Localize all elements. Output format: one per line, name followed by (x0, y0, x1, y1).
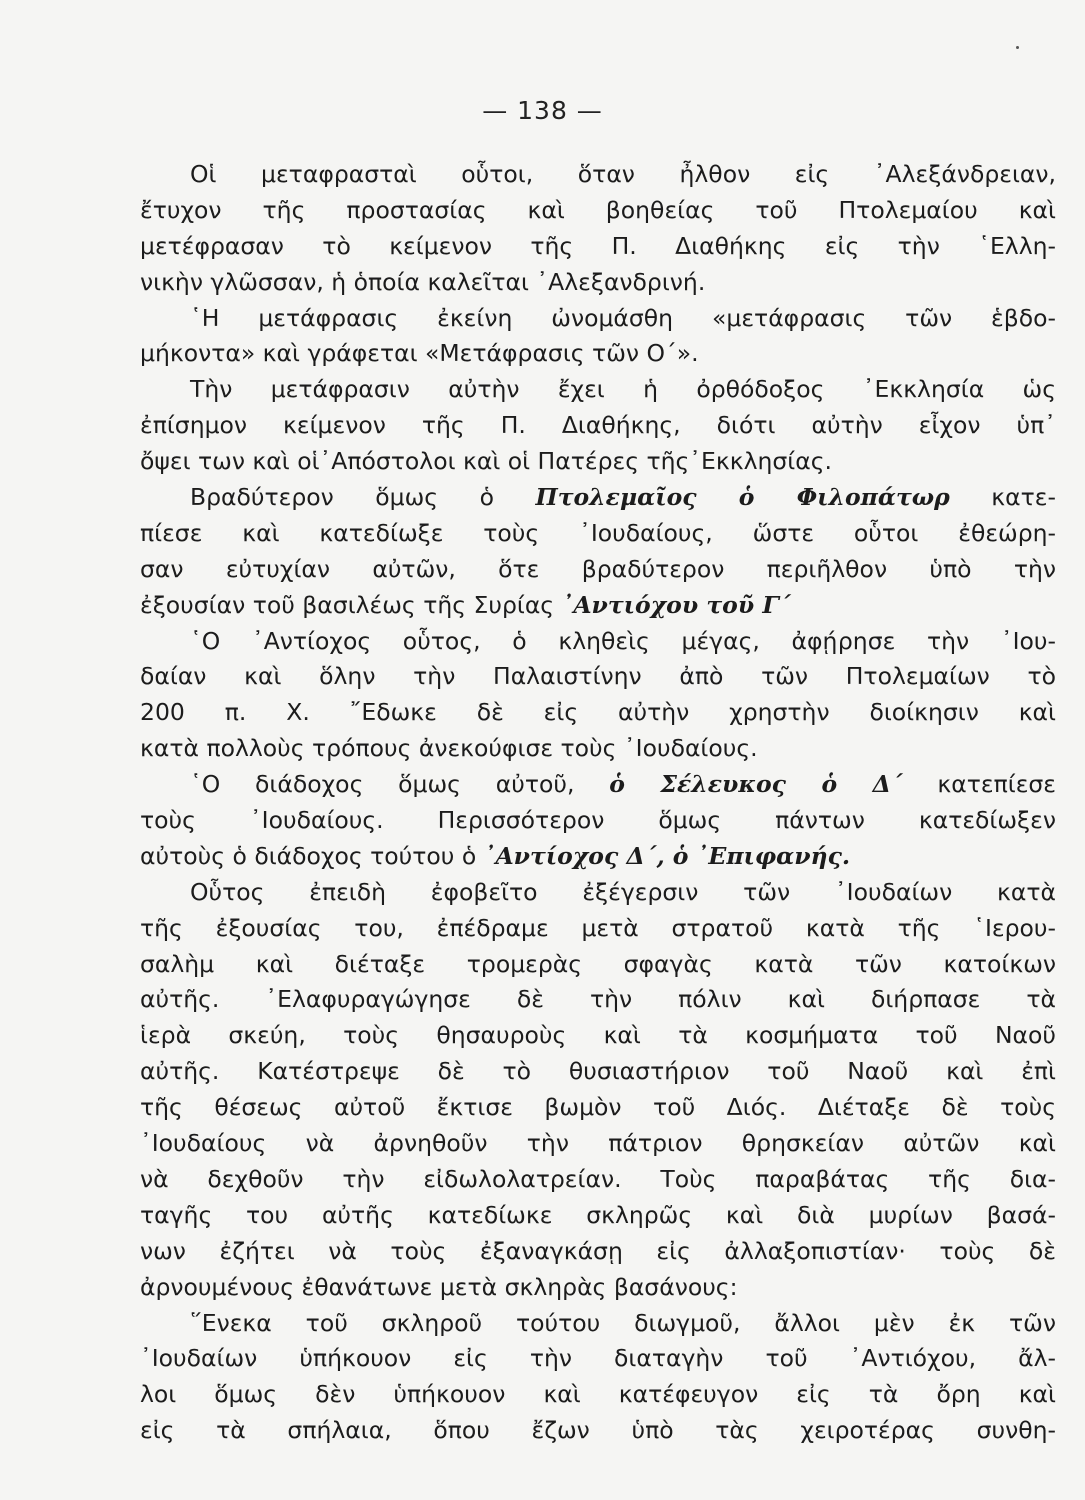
text-run: σαν εὐτυχίαν αὐτῶν, ὅτε βραδύτερον περιῆλθον ὑπὸ τὴν (140, 554, 1056, 583)
emphasized-name: ᾽Αντιόχου τοῦ Γ΄ (561, 590, 791, 619)
text-run: κατὰ πολλοὺς τρόπους ἀνεκούφισε τοὺς ᾽Ιουδαίους. (140, 734, 758, 763)
text-line (140, 731, 1056, 767)
text-run: εἰς τὰ σπήλαια, ὅπου ἔζων ὑπὸ τὰς χειροτέρας συνθη- (140, 1416, 1056, 1445)
text-run: Τὴν μετάφρασιν αὐτὴν ἔχει ἡ ὀρθόδοξος ᾽Εκκλησία ὡς (190, 375, 1056, 404)
text-line (140, 516, 1056, 552)
text-line (140, 839, 1056, 875)
text-line (140, 157, 1056, 193)
text-run: νων ἐζήτει νὰ τοὺς ἐξαναγκάσῃ εἰς ἀλλαξοπιστίαν· τοὺς δὲ (140, 1236, 1056, 1265)
text-line (140, 875, 1056, 911)
text-run: δαίαν καὶ ὅλην τὴν Παλαιστίνην ἀπὸ τῶν Πτολεμαίων τὸ (140, 662, 1056, 691)
text-run: ᾽Ιουδαίων ὑπήκουον εἰς τὴν διαταγὴν τοῦ ᾽Αντιόχου, ἄλ- (140, 1344, 1056, 1373)
text-run: Βραδύτερον ὅμως ὁ (190, 483, 536, 512)
text-run: αὐτοὺς ὁ διάδοχος τούτου ὁ (140, 841, 484, 870)
text-line (140, 1270, 1056, 1306)
text-line (140, 803, 1056, 839)
text-run: ἀρνουμένους ἐθανάτωνε μετὰ σκληρὰς βασάνους: (140, 1272, 738, 1301)
text-line (140, 552, 1056, 588)
text-line (140, 1413, 1056, 1449)
text-line (140, 695, 1056, 731)
text-line (140, 193, 1056, 229)
text-run: ῾Ο διάδοχος ὅμως αὐτοῦ, (190, 770, 610, 799)
text-run: πίεσε καὶ κατεδίωξε τοὺς ᾽Ιουδαίους, ὥστε οὗτοι ἐθεώρη- (140, 518, 1056, 547)
text-run: ἱερὰ σκεύη, τοὺς θησαυροὺς καὶ τὰ κοσμήματα τοῦ Ναοῦ (140, 1021, 1056, 1050)
text-run: ἐπίσημον κείμενον τῆς Π. Διαθήκης, διότι αὐτὴν εἶχον ὑπ᾽ (140, 411, 1056, 440)
text-run: ῞Ενεκα τοῦ σκληροῦ τούτου διωγμοῦ, ἄλλοι μὲν ἐκ τῶν (190, 1308, 1056, 1337)
text-line (140, 767, 1056, 803)
text-line (140, 1306, 1056, 1342)
text-run: ἐξουσίαν τοῦ βασιλέως τῆς Συρίας (140, 590, 562, 619)
text-line (140, 301, 1056, 337)
text-run: νικὴν γλῶσσαν, ἡ ὁποία καλεῖται ᾽Αλεξανδρινή. (140, 267, 706, 296)
page-number: — 138 — (482, 96, 603, 125)
text-line (140, 1054, 1056, 1090)
text-run: αὐτῆς. Κατέστρεψε δὲ τὸ θυσιαστήριον τοῦ Ναοῦ καὶ ἐπὶ (140, 1057, 1056, 1086)
text-line (140, 1090, 1056, 1126)
text-line (140, 624, 1056, 660)
text-run: ῾Η μετάφρασις ἐκείνη ὠνομάσθη «μετάφρασις τῶν ἑβδο- (190, 303, 1056, 332)
text-run: κατεπίεσε (902, 770, 1056, 799)
text-run: 200 π. Χ. ῎Εδωκε δὲ εἰς αὐτὴν χρηστὴν διοίκησιν καὶ (140, 698, 1056, 727)
text-run: νὰ δεχθοῦν τὴν εἰδωλολατρείαν. Τοὺς παραβάτας τῆς δια- (140, 1164, 1056, 1193)
text-run: μετέφρασαν τὸ κείμενον τῆς Π. Διαθήκης εἰς τὴν ῾Ελλη- (140, 231, 1056, 260)
body-text (140, 157, 1056, 1449)
text-run: σαλὴμ καὶ διέταξε τρομερὰς σφαγὰς κατὰ τῶν κατοίκων (140, 949, 1056, 978)
text-line (140, 265, 1056, 301)
text-line (140, 372, 1056, 408)
emphasized-name: ᾽Αντίοχος Δ΄, ὁ ᾽Επιφανής. (483, 841, 851, 870)
text-run: κατε- (949, 483, 1056, 512)
text-line (140, 1018, 1056, 1054)
text-line (140, 982, 1056, 1018)
text-run: Οὗτος ἐπειδὴ ἐφοβεῖτο ἐξέγερσιν τῶν ᾽Ιουδαίων κατὰ (190, 877, 1056, 906)
text-line (140, 1198, 1056, 1234)
text-run: αὐτῆς. ᾽Ελαφυραγώγησε δὲ τὴν πόλιν καὶ διήρπασε τὰ (140, 985, 1056, 1014)
text-line (140, 1377, 1056, 1413)
text-line (140, 444, 1056, 480)
text-run: τῆς θέσεως αὐτοῦ ἔκτισε βωμὸν τοῦ Διός. Διέταξε δὲ τοὺς (140, 1093, 1056, 1122)
text-line (140, 336, 1056, 372)
text-run: τῆς ἐξουσίας του, ἐπέδραμε μετὰ στρατοῦ κατὰ τῆς ῾Ιερου- (140, 913, 1056, 942)
text-line (140, 1126, 1056, 1162)
text-line (140, 1234, 1056, 1270)
text-run: ὄψει των καὶ οἱ᾽Απόστολοι καὶ οἱ Πατέρες τῆς᾽Εκκλησίας. (140, 447, 832, 476)
text-line (140, 480, 1056, 516)
text-line (140, 947, 1056, 983)
text-line (140, 588, 1056, 624)
text-run: τοὺς ᾽Ιουδαίους. Περισσότερον ὅμως πάντων κατεδίωξεν (140, 806, 1056, 835)
text-run: ἔτυχον τῆς προστασίας καὶ βοηθείας τοῦ Πτολεμαίου καὶ (140, 195, 1056, 224)
text-run: μήκοντα» καὶ γράφεται «Μετάφρασις τῶν Ο΄». (140, 339, 699, 368)
text-line (140, 911, 1056, 947)
emphasized-name: Πτολεμαῖος ὁ Φιλοπάτωρ (535, 483, 950, 512)
text-run: λοι ὅμως δὲν ὑπήκουον καὶ κατέφευγον εἰς τὰ ὄρη καὶ (140, 1380, 1056, 1409)
text-line (140, 659, 1056, 695)
text-run: ῾Ο ᾽Αντίοχος οὗτος, ὁ κληθεὶς μέγας, ἀφῄρησε τὴν ᾽Ιου- (190, 626, 1056, 655)
text-line (140, 229, 1056, 265)
text-run: ᾽Ιουδαίους νὰ ἀρνηθοῦν τὴν πάτριον θρησκείαν αὐτῶν καὶ (140, 1129, 1056, 1158)
text-run: ταγῆς του αὐτῆς κατεδίωκε σκληρῶς καὶ διὰ μυρίων βασά- (140, 1200, 1056, 1229)
margin-speck (1016, 46, 1019, 49)
emphasized-name: ὁ Σέλευκος ὁ Δ΄ (609, 770, 903, 799)
text-line (140, 1162, 1056, 1198)
text-line (140, 408, 1056, 444)
text-run: Οἱ μεταφρασταὶ οὗτοι, ὅταν ἦλθον εἰς ᾽Αλεξάνδρειαν, (190, 160, 1056, 188)
text-line (140, 1341, 1056, 1377)
